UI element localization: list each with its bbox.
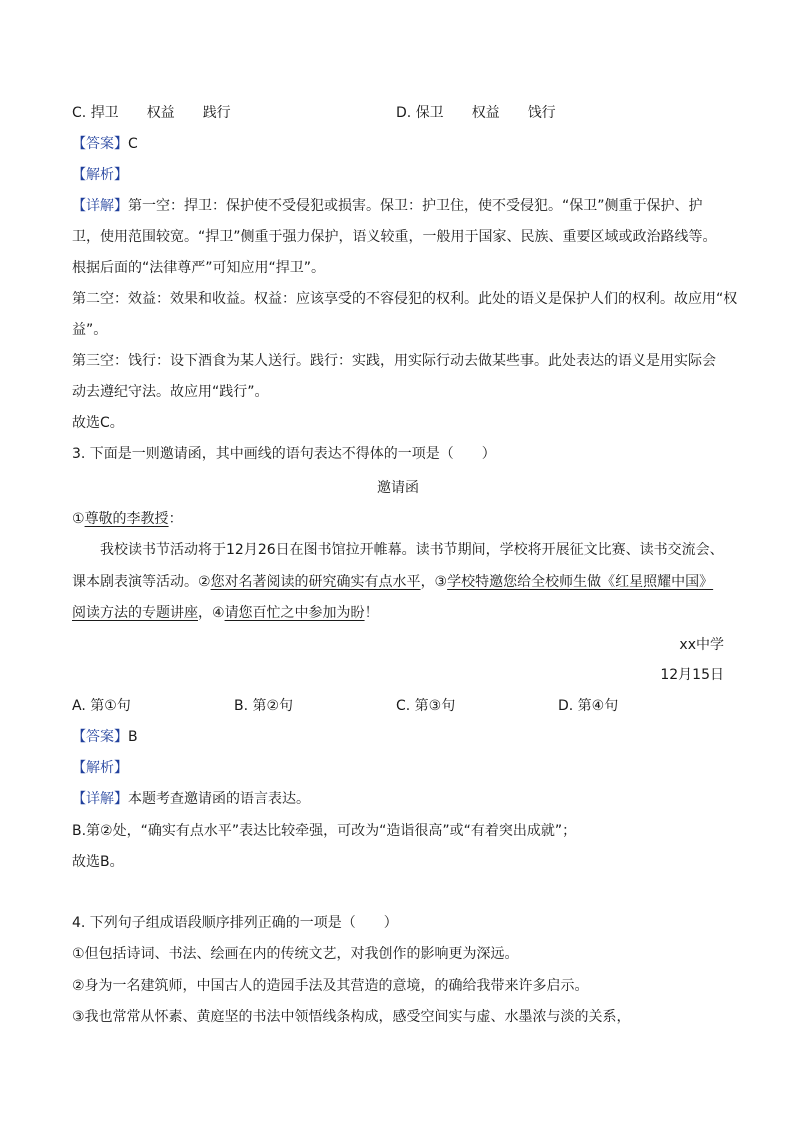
sentence-4-underlined: 请您百忙之中参加为盼 — [224, 605, 365, 621]
sentence-2-underlined: 您对名著阅读的研究确实有点水平 — [210, 574, 421, 590]
letter-salutation: ①尊敬的李教授： — [72, 511, 183, 527]
detail-tag: 【详解】 — [72, 791, 128, 807]
q2-detail-line-7: 动去遵纪守法。故应用“践行”。 — [72, 384, 269, 400]
q3-options-row — [72, 697, 724, 715]
letter-title: 邀请函 — [377, 480, 419, 496]
q3-explain: B.第②处，“确实有点水平”表达比较牵强，可改为“造诣很高”或“有着突出成就”； — [72, 823, 577, 839]
answer-value: C — [128, 136, 138, 152]
q2-detail-line-1: 【详解】第一空：捍卫：保护使不受侵犯或损害。保卫：护卫住，使不受侵犯。“保卫”侧重于保护、护 — [72, 198, 703, 214]
detail-tag: 【详解】 — [72, 198, 128, 214]
option-c-word-2: 权益 — [146, 105, 175, 121]
option-c-label: C. — [72, 105, 91, 121]
option-d-word-3: 饯行 — [527, 105, 556, 121]
letter-date: 12月15日 — [660, 667, 724, 683]
q2-detail-line-6: 第三空：饯行：设下酒食为某人送行。践行：实践，用实际行动去做某些事。此处表达的语义是用实际会 — [72, 353, 716, 369]
answer-value: B — [128, 729, 138, 745]
q2-detail-line-2: 卫，使用范围较宽。“捍卫”侧重于强力保护，语义较重，一般用于国家、民族、重要区域或政治路线等。 — [72, 229, 717, 245]
letter-body-line-2: 课本剧表演等活动。②您对名著阅读的研究确实有点水平，③学校特邀您给全校师生做《红星照耀中国》 — [72, 574, 714, 590]
sentence-3-underlined-part1: 学校特邀您给全校师生做《红星照耀中国》 — [447, 574, 714, 590]
letter-body-line-1: 我校读书节活动将于12月26日在图书馆拉开帷幕。读书节期间，学校将开展征文比赛、读书交流会、 — [100, 542, 724, 558]
q2-analysis-tag: 【解析】 — [72, 167, 128, 183]
q2-detail-line-3: 根据后面的“法律尊严”可知应用“捍卫”。 — [72, 260, 326, 276]
q2-detail-line-4: 第二空：效益：效果和收益。权益：应该享受的不容侵犯的权利。此处的语义是保护人们的权利。故应用“权 — [72, 291, 738, 307]
letter-body-line-3: 阅读方法的专题讲座，④请您百忙之中参加为盼！ — [72, 605, 379, 621]
option-c-word-1: 捍卫 — [90, 105, 119, 121]
answer-tag: 【答案】 — [72, 136, 128, 152]
q4-item-2: ②身为一名建筑师，中国古人的造园手法及其营造的意境，的确给我带来许多启示。 — [72, 978, 589, 994]
q3-option-b: B. 第②句 — [234, 698, 294, 714]
q3-answer — [72, 728, 724, 746]
q2-options-cd-row — [72, 104, 724, 122]
q3-option-d: D. 第④句 — [558, 698, 619, 714]
letter-signature: xx中学 — [679, 637, 724, 653]
option-d-word-1: 保卫 — [415, 105, 444, 121]
q3-analysis-tag: 【解析】 — [72, 760, 128, 776]
q3-question: 3. 下面是一则邀请函，其中画线的语句表达不得体的一项是（ ） — [72, 446, 496, 462]
option-d-word-2: 权益 — [471, 105, 500, 121]
q2-answer — [72, 135, 724, 153]
q3-option-a: A. 第①句 — [72, 698, 131, 714]
q2-detail-line-5: 益”。 — [72, 322, 108, 338]
sentence-3-underlined-part2: 阅读方法的专题讲座 — [72, 605, 198, 621]
option-c-word-3: 践行 — [202, 105, 231, 121]
q4-item-1: ①但包括诗词、书法、绘画在内的传统文艺，对我创作的影响更为深远。 — [72, 946, 519, 962]
q3-conclusion: 故选B。 — [72, 854, 124, 870]
option-d — [396, 104, 556, 122]
q3-detail: 【详解】本题考查邀请函的语言表达。 — [72, 791, 310, 807]
salutation-underlined: 尊敬的李教授 — [84, 511, 169, 527]
answer-tag: 【答案】 — [72, 729, 128, 745]
q2-conclusion: 故选C。 — [72, 415, 124, 431]
option-c — [72, 104, 396, 122]
q3-option-c: C. 第③句 — [396, 698, 456, 714]
q4-item-3: ③我也常常从怀素、黄庭坚的书法中领悟线条构成，感受空间实与虚、水墨浓与淡的关系， — [72, 1009, 631, 1025]
q4-question: 4. 下列句子组成语段顺序排列正确的一项是（ ） — [72, 915, 398, 931]
option-d-label: D. — [396, 105, 416, 121]
